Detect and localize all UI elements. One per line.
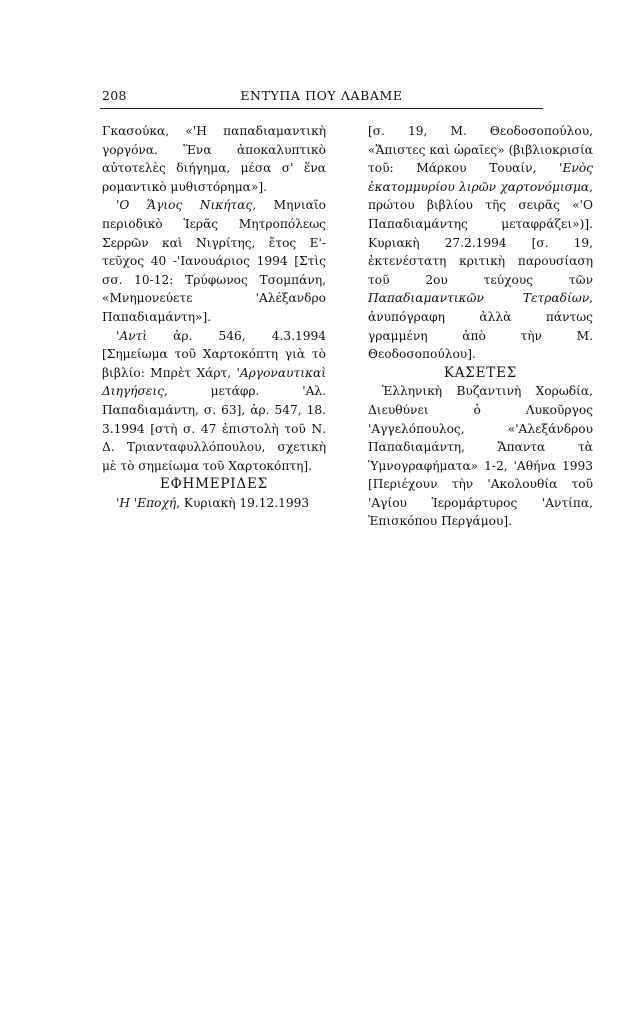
left-column [102,122,326,512]
paragraph-text: , μετάφρ. 'Αλ. Παπαδιαμάντη, σ. 63], ἀρ. 547, 18. 3.1994 [στὴ σ. 47 ἐπιστολὴ τοῦ Ν. Δ. Τριανταφυλλόπουλου, σχετικὴ μὲ τὸ σημείωμα τοῦ Χαρτοκόπτη]. [102,384,326,473]
paragraph-text: , πρώτου βιβλίου τῆς σειρᾶς «'Ο Παπαδιαμάντης μεταφράζει»)]. Κυριακὴ 27.2.1994 [σ. 19, ἐκτενέστατη κριτικὴ παρουσίαση τοῦ 2ου τεύχους τῶν [368,179,593,287]
paragraph-gkasouka: Γκασούκα, «'Η παπαδιαμαντικὴ γοργόνα. Ἕνα ἀποκαλυπτικὸ αὐτοτελὲς διήγημα, μέσα σ' ἕνα ρομαντικὸ μυθιστόρημα»]. [102,124,326,194]
paragraph-agios-nikitas [102,196,326,326]
paragraph-choir: Ἑλληνικὴ Βυζαντινὴ Χορωδία, Διευθύνει ὁ Λυκοῦργος 'Αγγελόπουλος, «'Αλεξάνδρου Παπαδιαμάντη, Ἄπαντα τὰ Ὑμνογραφήματα» 1-2, 'Αθήνα 1993 [Περιέχουν τὴν 'Ακολουθία τοῦ 'Αγίου Ἱερομάρτυρος 'Αντίπα, Ἐπισκόπου Περγάμου]. [368,384,593,529]
periodical-title: 'Ο Ἅγιος Νικήτας [116,198,253,213]
paragraph-text: ἀρ. 546, 4.3.1994 [Σημείωμα τοῦ Χαρτοκόπτη γιὰ τὸ βιβλίο: Μπρὲτ Χάρτ, [102,328,326,380]
section-heading-cassettes: ΚΑΣΕΤΕΣ [443,364,518,381]
newspaper-title: 'Η 'Εποχή [116,495,177,510]
paragraph-text: [σ. 19, Μ. Θεοδοσοπούλου, «Ἄπιστες καὶ ὡραῖες» (βιβλιοκρισία τοῦ: Μάρκου Τουαίν, [368,124,593,176]
paragraph-text: , ἀνυπόγραφη ἀλλὰ πάντως γραμμένη ἀπὸ τὴν Μ. Θεοδοσοπούλου]. [368,291,593,362]
paragraph-text: , Μηνιαῖο περιοδικὸ Ἱερᾶς Μητροπόλεως Σερρῶν καὶ Νιγρίτης, ἔτος Ε'- τεῦχος 40 -'Ιανουάριος 1994 [Στὶς σσ. 10-12: Τρύφωνος Τσομπάνη, «Μνημονεύετε 'Αλέξανδρο Παπαδιαμάντη»]. [102,198,326,324]
book-title: 'Ενὸς ἑκατομμυρίου λιρῶν χαρτονόμισμα [368,161,593,194]
book-title: 'Αργοναυτικαὶ Διηγήσεις [102,365,326,399]
running-head: ΕΝΤΥΠΑ ΠΟΥ ΛΑΒΑΜΕ [240,88,403,103]
page-header [100,86,543,109]
paragraph-epochi [102,494,326,513]
section-heading-newspapers: ΕΦΗΜΕΡΙΔΕΣ [160,476,268,493]
paragraph-theodosopoulou [368,122,593,364]
right-column [368,122,593,531]
periodical-title: 'Αντὶ [116,328,148,343]
journal-title: Παπαδιαμαντικῶν Τετραδίων [368,291,590,306]
paragraph-text: , Κυριακὴ 19.12.1993 [176,495,310,510]
paragraph-anti [102,327,326,476]
page-number: 208 [102,88,127,103]
